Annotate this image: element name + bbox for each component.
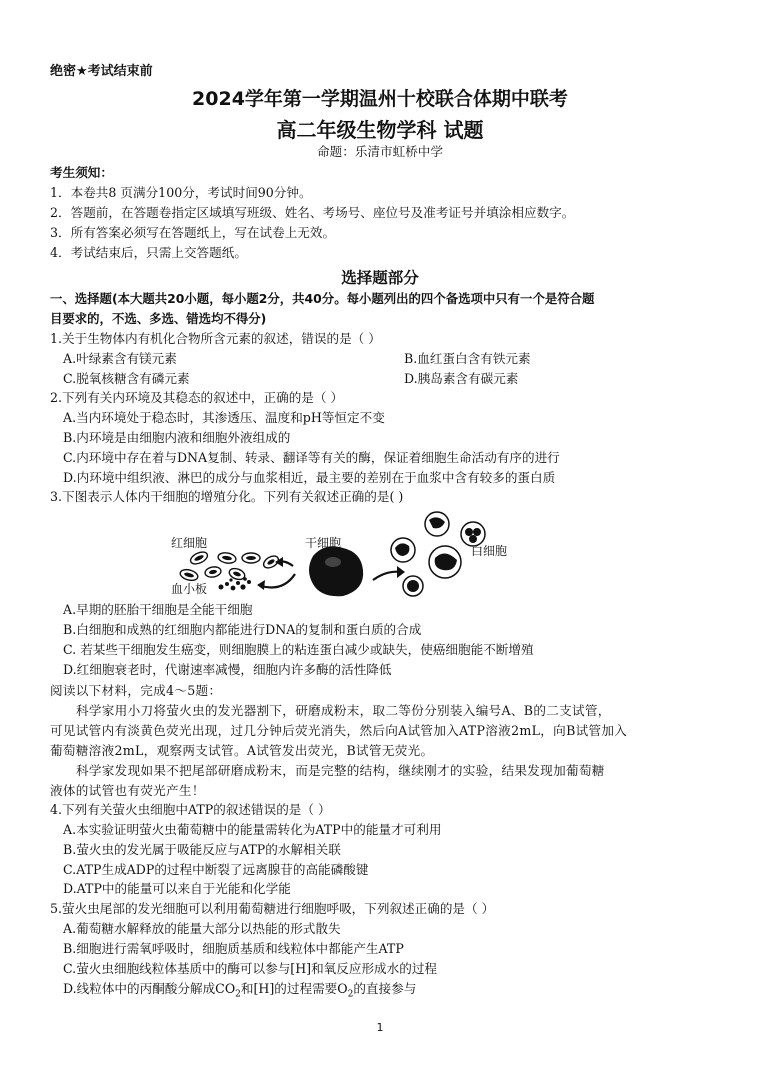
q1-option-b: B.血红蛋白含有铁元素 — [404, 351, 531, 366]
q4-option-b: B.萤火虫的发光属于吸能反应与ATP的水解相关联 — [63, 842, 341, 857]
q5-option-a: A.葡萄糖水解释放的能量大部分以热能的形式散失 — [63, 921, 341, 936]
q3-option-b: B.白细胞和成熟的红细胞内都能进行DNA的复制和蛋白质的合成 — [63, 622, 422, 637]
q2-option-b: B.内环境是由细胞内液和细胞外液组成的 — [63, 430, 291, 445]
q1-stem: 1.关于生物体内有机化合物所含元素的叙述，错误的是（ ） — [50, 331, 381, 346]
section-title: 选择题部分 — [341, 269, 419, 287]
subject-title: 高二年级生物学科 试题 — [276, 118, 484, 142]
fig-label-white-cell: 白细胞 — [471, 544, 508, 558]
reading-p2-line-2: 液体的试管也有荧光产生！ — [50, 783, 205, 798]
q3-option-c: C. 若某些干细胞发生癌变，则细胞膜上的粘连蛋白减少或缺失，使癌细胞能不断增殖 — [63, 642, 534, 657]
q2-stem: 2.下列有关内环境及其稳态的叙述中，正确的是（ ） — [50, 390, 344, 405]
fig-label-platelet: 血小板 — [171, 582, 208, 596]
notice-item-2: 2．答题前，在答题卷指定区域填写班级、姓名、考场号、座位号及准考证号并填涂相应数字。 — [50, 205, 575, 220]
q4-option-c: C.ATP生成ADP的过程中断裂了远离腺苷的高能磷酸键 — [63, 862, 369, 877]
q4-stem: 4.下列有关萤火虫细胞中ATP的叙述错误的是（ ） — [50, 802, 331, 817]
q2-option-d: D.内环境中组织液、淋巴的成分与血浆相近，最主要的差别在于血浆中含有较多的蛋白质 — [63, 470, 556, 485]
red-blood-cells — [179, 550, 280, 582]
q5-option-b: B.细胞进行需氧呼吸时，细胞质基质和线粒体中都能产生ATP — [63, 941, 404, 956]
q4-option-a: A.本实验证明萤火虫葡萄糖中的能量需转化为ATP中的能量才可利用 — [63, 822, 442, 837]
q1-option-c: C.脱氧核糖含有磷元素 — [63, 371, 190, 386]
q3-option-d: D.红细胞衰老时，代谢速率减慢，细胞内许多酶的活性降低 — [63, 662, 392, 677]
q1-option-d: D.胰岛素含有碳元素 — [404, 371, 519, 386]
q4-option-d: D.ATP中的能量可以来自于光能和化学能 — [63, 881, 291, 896]
q5-option-d: D.线粒体中的丙酮酸分解成$CO_2$和[H]的过程需要$O_2$的直接参与 — [63, 981, 417, 1000]
q3-option-a: A.早期的胚胎干细胞是全能干细胞 — [63, 602, 253, 617]
reading-p1-line-1: 科学家用小刀将萤火虫的发光器割下，研磨成粉末，取二等份分别装入编号A、B的二支试管， — [76, 703, 611, 718]
q2-option-c: C.内环境中存在着与DNA复制、转录、翻译等有关的酶，保证着细胞生命活动有序的进行 — [63, 450, 560, 465]
exam-title: 2024学年第一学期温州十校联合体期中联考 — [192, 88, 568, 110]
q5-option-c: C.萤火虫细胞线粒体基质中的酶可以参与[H]和氧反应形成水的过程 — [63, 961, 438, 976]
q2-option-a: A.当内环境处于稳态时，其渗透压、温度和pH等恒定不变 — [63, 410, 385, 425]
reading-p2-line-1: 科学家发现如果不把尾部研磨成粉末，而是完整的结构，继续刚才的实验，结果发现加葡萄糖 — [76, 763, 605, 778]
reading-p1-line-3: 葡萄糖溶液2mL，观察两支试管。A试管发出荧光，B试管无荧光。 — [50, 743, 434, 758]
instructions-line-1: 一、选择题(本大题共20小题，每小题2分，共40分。每小题列出的四个备选项中只有一个是符合题 — [50, 291, 595, 306]
notice-heading: 考生须知： — [50, 165, 113, 180]
q5-stem: 5.萤火虫尾部的发光细胞可以利用葡萄糖进行细胞呼吸，下列叙述正确的是（ ） — [50, 901, 495, 916]
stem-cell — [309, 546, 363, 596]
stem-cell-figure — [165, 500, 565, 600]
notice-item-1: 1．本卷共8 页满分100分，考试时间90分钟。 — [50, 185, 312, 200]
fig-label-stem-cell: 干细胞 — [305, 536, 342, 550]
page-number: 1 — [376, 1021, 384, 1034]
fig-label-red-cell: 红细胞 — [171, 536, 208, 550]
reading-p1-line-2: 可见试管内有淡黄色荧光出现，过几分钟后荧光消失，然后向A试管加入ATP溶液2mL，向B试管加入 — [50, 723, 628, 738]
instructions-line-2: 目要求的，不选、多选、错选均不得分) — [50, 311, 267, 326]
reading-intro: 阅读以下材料，完成4～5题： — [50, 683, 222, 698]
notice-item-4: 4．考试结束后，只需上交答题纸。 — [50, 245, 247, 260]
q1-option-a: A.叶绿素含有镁元素 — [63, 351, 177, 366]
author-line: 命题：乐清市虹桥中学 — [317, 144, 443, 159]
q3-stem: 3.下图表示人体内干细胞的增殖分化。下列有关叙述正确的是( ) — [50, 489, 404, 504]
notice-item-3: 3．所有答案必须写在答题纸上，写在试卷上无效。 — [50, 225, 336, 240]
secret-label: 绝密★考试结束前 — [50, 64, 153, 79]
